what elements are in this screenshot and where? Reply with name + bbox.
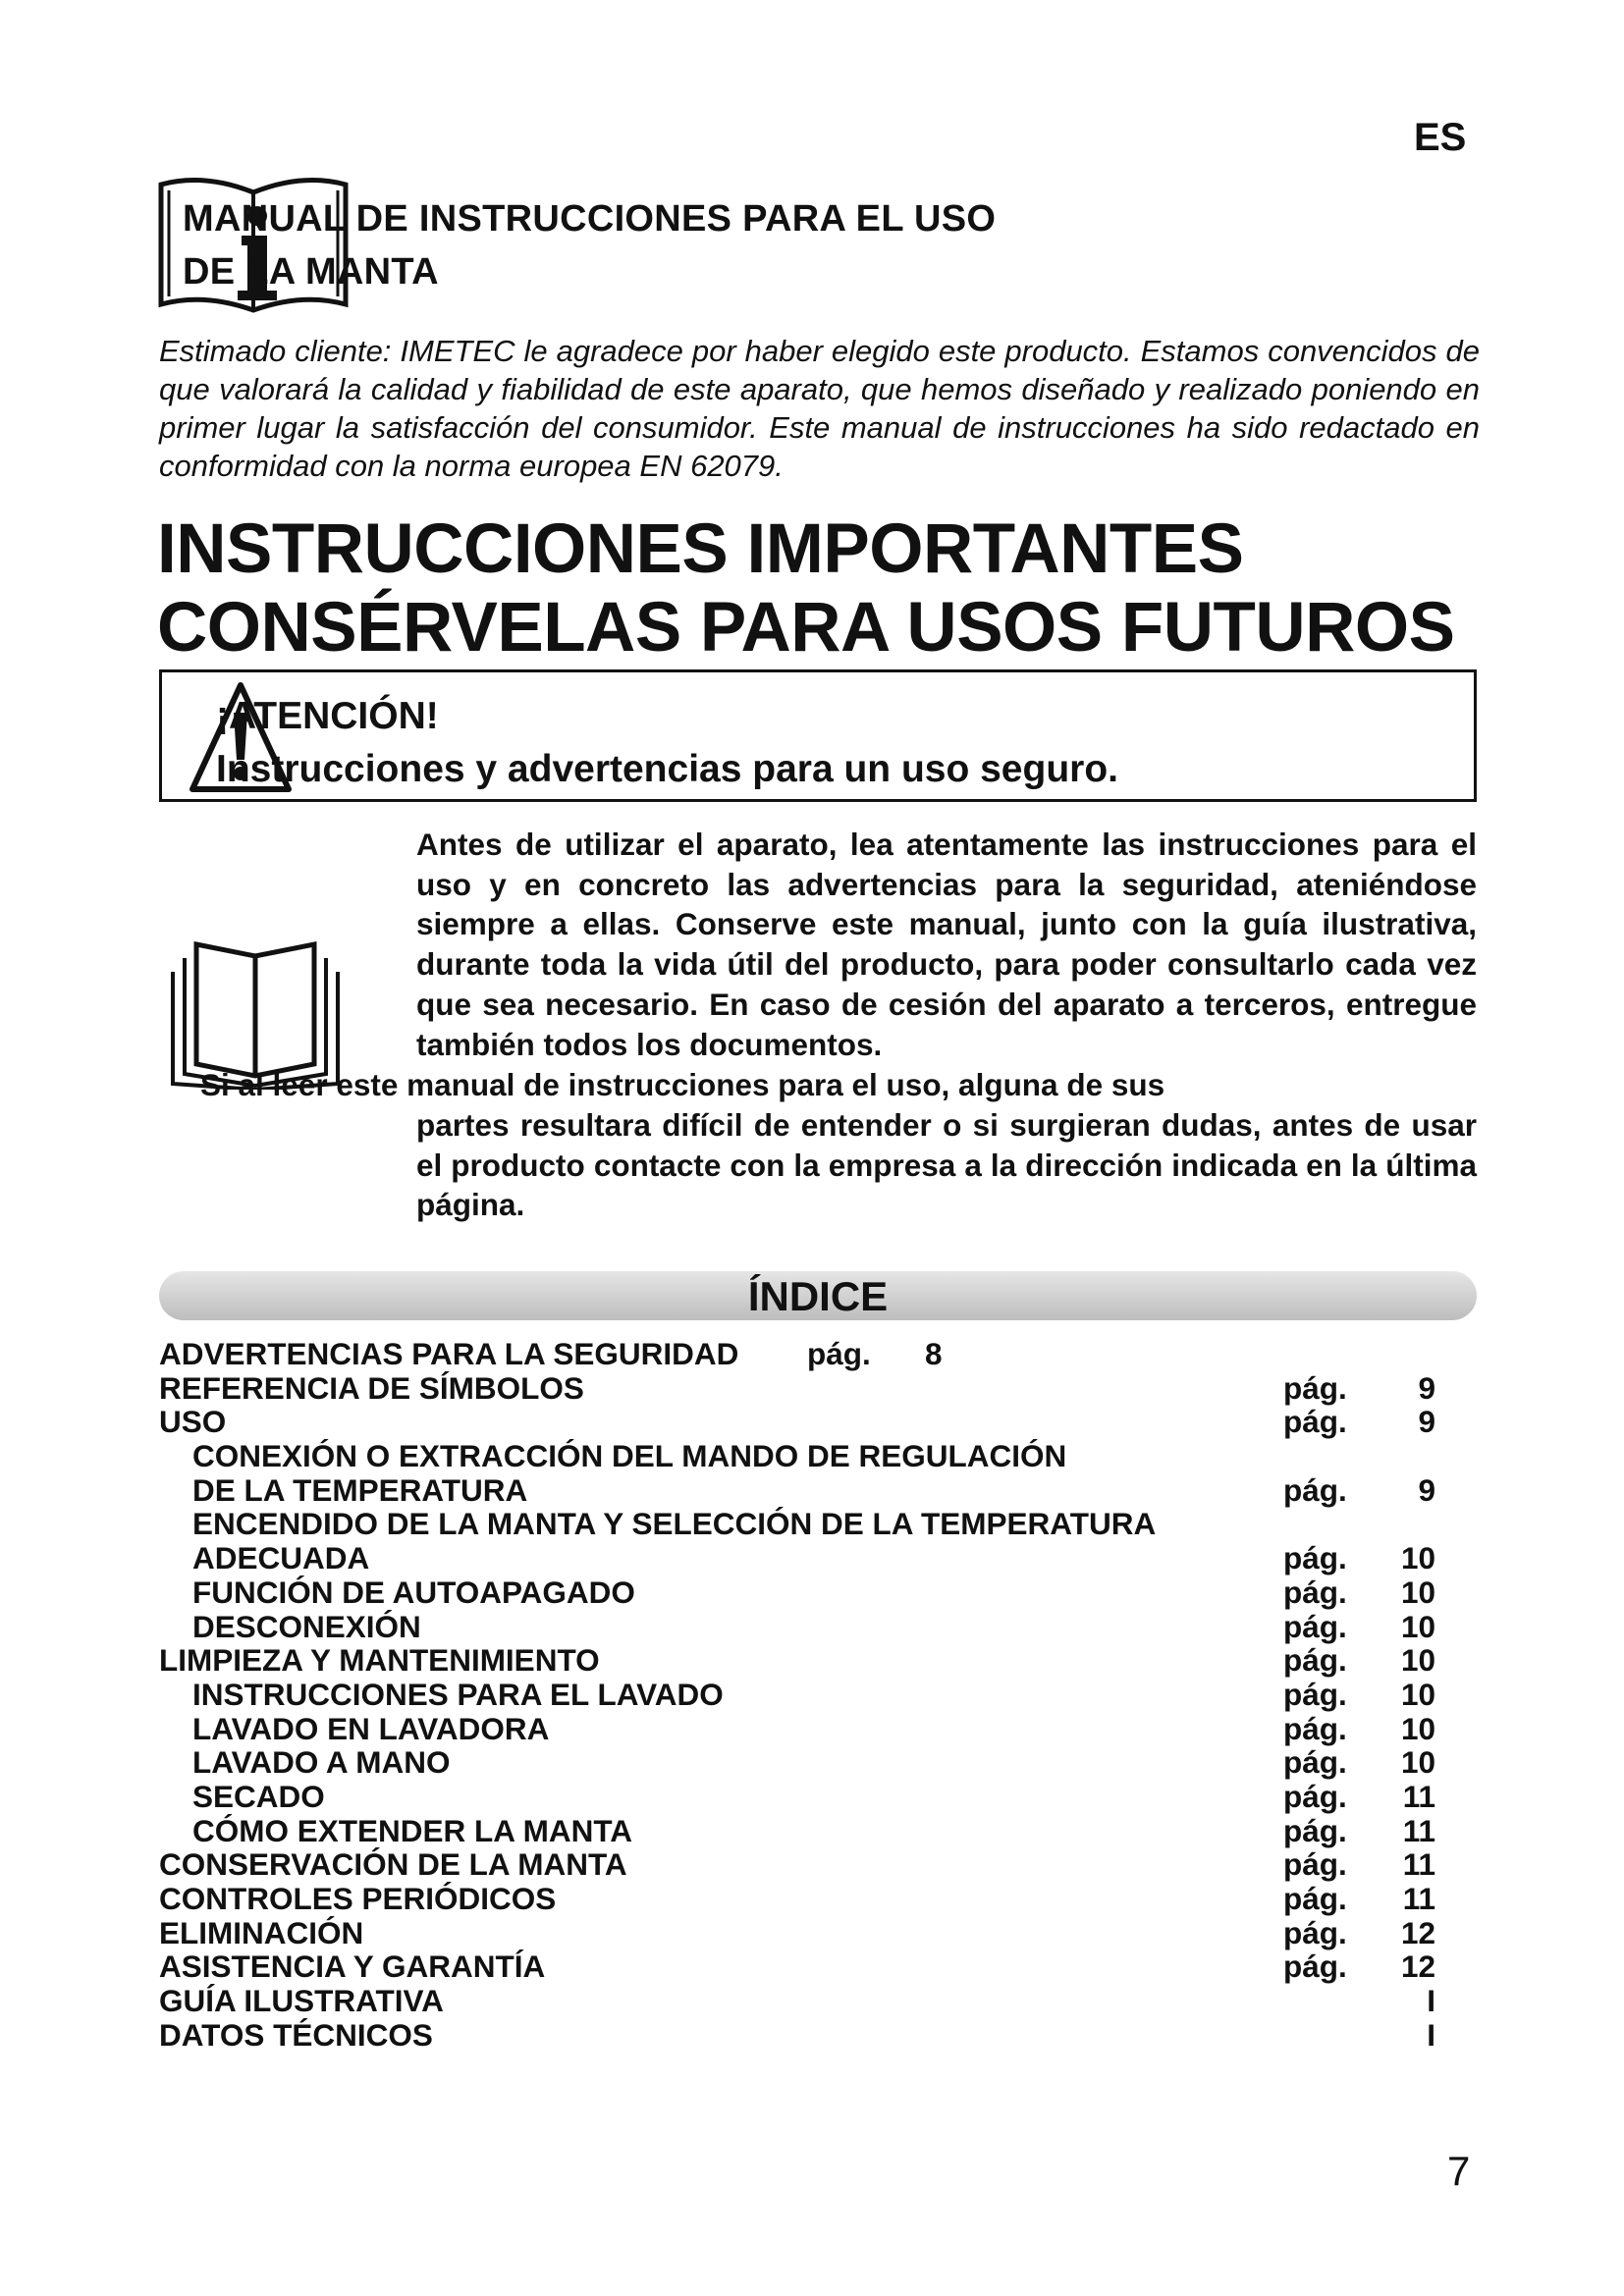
toc-pag: pág.	[1283, 1949, 1347, 1985]
toc-row	[159, 1745, 1435, 1780]
manual-title-line1: MANUAL DE INSTRUCCIONES PARA EL USO	[183, 198, 997, 240]
language-code: ES	[1414, 116, 1467, 159]
toc-page-number: 12	[1400, 1949, 1435, 1985]
toc-page-number: 10	[1400, 1676, 1435, 1712]
warning-heading: ¡ATENCIÓN!	[216, 695, 439, 737]
toc-label: CÓMO EXTENDER LA MANTA	[192, 1812, 632, 1848]
toc-pag: pág.	[1283, 1540, 1347, 1576]
warning-subheading: Instrucciones y advertencias para un uso seguro.	[216, 748, 1118, 790]
toc-pag: pág.	[1283, 1642, 1347, 1679]
toc-page-number: 10	[1400, 1642, 1435, 1679]
toc-row	[159, 2018, 1435, 2053]
toc-page-number: 10	[1400, 1540, 1435, 1576]
toc-page-number: 11	[1402, 1846, 1435, 1883]
toc-row	[159, 1337, 1435, 1371]
toc-label: ADVERTENCIAS PARA LA SEGURIDAD	[159, 1336, 739, 1371]
important-heading-line2: CONSÉRVELAS PARA USOS FUTUROS	[157, 589, 1455, 667]
toc-pag: pág.	[1283, 1471, 1347, 1508]
toc-pag: pág.	[1283, 1778, 1347, 1814]
reading-paragraph-tail: partes resultara difícil de entender o si surgieran dudas, antes de usar el producto contacte con la empresa a la dirección indicada en la última página.	[416, 1107, 1477, 1223]
toc-pag: pág.	[1283, 1881, 1347, 1916]
toc-label: ELIMINACIÓN	[159, 1914, 364, 1950]
manual-title	[183, 192, 996, 298]
toc-row	[159, 1405, 1435, 1439]
toc-page-number: I	[1427, 2016, 1435, 2053]
toc-pag: pág.	[1283, 1710, 1347, 1746]
toc-label: LAVADO EN LAVADORA	[192, 1710, 550, 1746]
warning-text	[216, 690, 1118, 796]
important-heading	[157, 510, 1455, 667]
toc-page-number: 9	[1418, 1471, 1435, 1508]
toc-pag: pág.	[1283, 1574, 1347, 1610]
reading-paragraph: Antes de utilizar el aparato, lea atentamente las instrucciones para el uso y en concreto las advertencias para la seguridad, ateniéndose siempre a ellas. Conserve este manual, junto con la guía ilustrativa, durante toda la vida útil del producto, para poder consultarlo cada vez que sea necesario. En caso de cesión del aparato a terceros, entregue también todos los documentos.	[416, 827, 1477, 1062]
toc-pag: pág.	[1283, 1914, 1347, 1950]
toc-row	[159, 1473, 1435, 1508]
toc-page-number: 10	[1400, 1710, 1435, 1746]
toc-pag: pág.	[1283, 1608, 1347, 1644]
toc-label: CONSERVACIÓN DE LA MANTA	[159, 1846, 627, 1883]
toc-pag: pág.	[1283, 1676, 1347, 1712]
toc-row	[159, 1575, 1435, 1610]
page-number: 7	[1447, 2148, 1471, 2194]
table-of-contents	[159, 1337, 1435, 2052]
toc-row	[159, 1643, 1435, 1678]
toc-page-number: I	[1427, 1983, 1435, 2019]
toc-row	[159, 1984, 1435, 2018]
toc-row	[159, 1678, 1435, 1712]
intro-paragraph: Estimado cliente: IMETEC le agradece por haber elegido este producto. Estamos convencidos de que valorará la calidad y fiabilidad de este aparato, que hemos diseñado y realizado poniendo en primer lugar la satisfacción del consumidor. Este manual de instrucciones ha sido redactado en conformidad con la norma europea EN 62079.	[159, 334, 1480, 483]
toc-page-number: 8	[925, 1336, 943, 1371]
toc-label: ADECUADA	[192, 1540, 370, 1576]
toc-page-number: 10	[1400, 1574, 1435, 1610]
toc-row	[159, 1780, 1435, 1814]
toc-label: USO	[159, 1404, 227, 1440]
toc-label: DE LA TEMPERATURA	[192, 1471, 528, 1508]
toc-pag: pág.	[1283, 1812, 1347, 1848]
toc-label: ASISTENCIA Y GARANTÍA	[159, 1949, 546, 1985]
toc-label: LAVADO A MANO	[192, 1744, 451, 1781]
toc-pag: pág.	[1283, 1404, 1347, 1440]
toc-row	[159, 1541, 1435, 1575]
toc-row	[159, 1712, 1435, 1746]
toc-pag: pág.	[1283, 1744, 1347, 1781]
toc-label: INSTRUCCIONES PARA EL LAVADO	[192, 1676, 724, 1712]
toc-pag: pág.	[1283, 1846, 1347, 1883]
toc-row	[159, 1507, 1435, 1541]
toc-pag: pág.	[807, 1336, 871, 1371]
toc-row	[159, 1847, 1435, 1882]
toc-label: GUÍA ILUSTRATIVA	[159, 1983, 444, 2019]
toc-label: REFERENCIA DE SÍMBOLOS	[159, 1369, 584, 1406]
toc-label: CONEXIÓN O EXTRACCIÓN DEL MANDO DE REGULACIÓN	[192, 1438, 1067, 1474]
toc-page-number: 10	[1400, 1608, 1435, 1644]
toc-page-number: 9	[1418, 1404, 1435, 1440]
toc-label: LIMPIEZA Y MANTENIMIENTO	[159, 1642, 600, 1679]
toc-label: ENCENDIDO DE LA MANTA Y SELECCIÓN DE LA TEMPERATURA	[192, 1506, 1157, 1542]
toc-label: CONTROLES PERIÓDICOS	[159, 1881, 557, 1916]
reading-outdented-line: Si al leer este manual de instrucciones para el uso, alguna de sus	[200, 1067, 1165, 1102]
toc-label: FUNCIÓN DE AUTOAPAGADO	[192, 1574, 635, 1610]
toc-page-number: 10	[1400, 1744, 1435, 1781]
toc-page-number: 11	[1402, 1778, 1435, 1814]
toc-page-number: 12	[1400, 1914, 1435, 1950]
toc-row	[159, 1882, 1435, 1916]
toc-row	[159, 1814, 1435, 1848]
toc-page-number: 11	[1402, 1812, 1435, 1848]
toc-label: DATOS TÉCNICOS	[159, 2016, 433, 2053]
toc-page-number: 9	[1418, 1369, 1435, 1406]
important-heading-line1: INSTRUCCIONES IMPORTANTES	[157, 510, 1244, 588]
toc-pag: pág.	[1283, 1369, 1347, 1406]
manual-title-line2: DE LA MANTA	[183, 251, 439, 293]
toc-row	[159, 1610, 1435, 1644]
toc-row	[159, 1916, 1435, 1950]
toc-label: SECADO	[192, 1778, 325, 1814]
toc-row	[159, 1949, 1435, 1984]
toc-label: DESCONEXIÓN	[192, 1608, 421, 1644]
toc-page-number: 11	[1402, 1881, 1435, 1916]
toc-row	[159, 1439, 1435, 1473]
toc-row	[159, 1371, 1435, 1406]
index-title: ÍNDICE	[159, 1271, 1477, 1320]
